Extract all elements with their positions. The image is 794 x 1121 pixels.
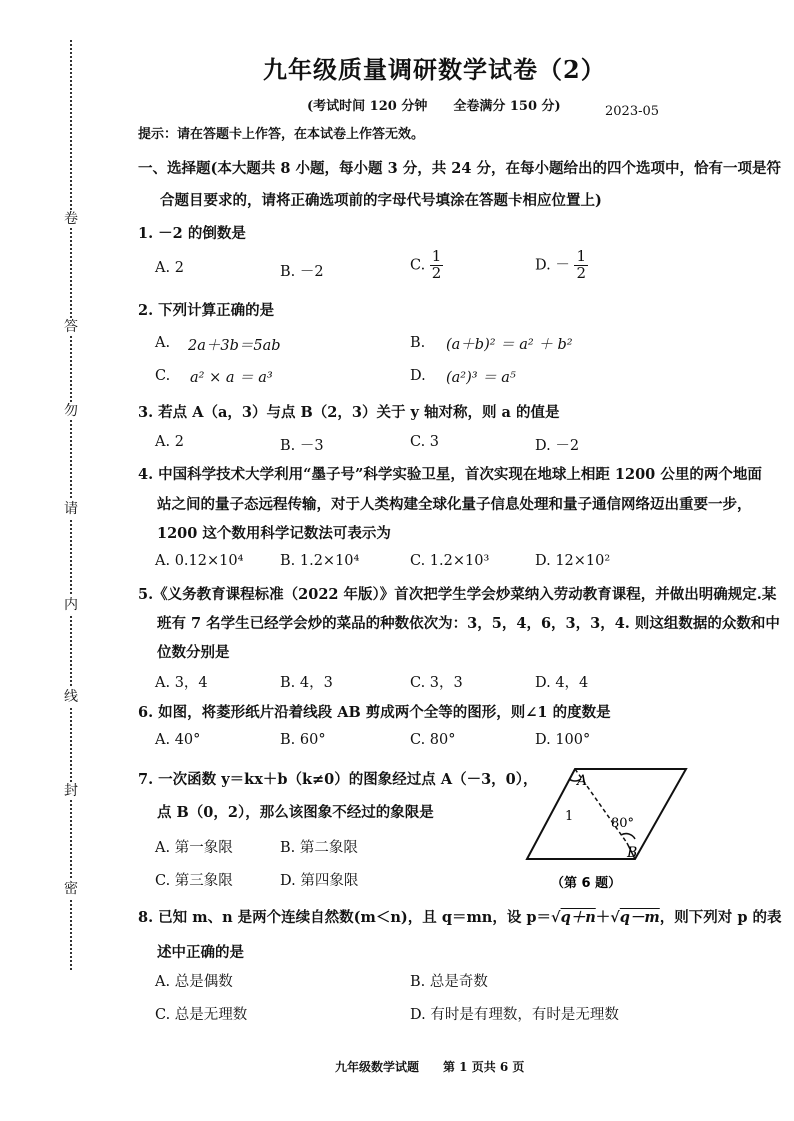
binding-margin-char: 答 (64, 319, 78, 335)
q1-option-b: B. －2 (280, 264, 324, 280)
binding-margin-char: 封 (64, 783, 78, 799)
q1-option-d-label: D. － (535, 257, 570, 274)
q3-option-a: A. 2 (155, 434, 184, 450)
q8-sqrt1: q＋n (560, 909, 596, 926)
q8-option-d: D. 有时是有理数，有时是无理数 (410, 1007, 619, 1023)
label-angle-1: 1 (565, 809, 574, 824)
q6-stem: 6. 如图，将菱形纸片沿着线段 AB 剪成两个全等的图形，则∠1 的度数是 (138, 704, 611, 721)
fraction-denominator: 2 (431, 263, 442, 282)
binding-margin-char: 密 (64, 881, 78, 897)
q4-option-a: A. 0.12×10⁴ (155, 553, 244, 569)
q2-option-b-label: B. (410, 335, 426, 351)
page-title: 九年级质量调研数学试卷（2） (263, 55, 606, 84)
label-a: A (577, 773, 588, 789)
q5-option-a: A. 3，4 (155, 675, 208, 691)
q2-option-a-expr: 2a＋3b＝5ab (188, 338, 281, 354)
q1-option-c-label: C. (410, 257, 426, 274)
q2-option-c-label: C. (155, 368, 171, 384)
q5-line3: 位数分别是 (157, 644, 230, 661)
sqrt-symbol: √ (610, 909, 620, 926)
q7-option-c: C. 第三象限 (155, 873, 233, 889)
q6-option-b: B. 60° (280, 732, 326, 748)
page-footer: 九年级数学试题 第 1 页共 6 页 (335, 1060, 525, 1074)
binding-margin-char: 请 (64, 501, 78, 517)
figure-6-rhombus (525, 765, 695, 895)
binding-margin-char: 内 (64, 597, 78, 613)
q6-option-c: C. 80° (410, 732, 456, 748)
q3-option-c: C. 3 (410, 434, 440, 450)
section-heading-line2: 合题目要求的，请将正确选项前的字母代号填涂在答题卡相应位置上) (160, 192, 602, 209)
q8-line2: 述中正确的是 (157, 944, 244, 961)
q2-option-c-expr: a² × a ＝ a³ (190, 370, 273, 386)
q3-option-d: D. －2 (535, 438, 580, 454)
fraction-numerator: 1 (576, 247, 586, 265)
q6-option-a: A. 40° (155, 732, 201, 748)
q8-sqrt2: q－m (619, 909, 660, 926)
q8-line1-pre: 8. 已知 m、n 是两个连续自然数(m＜n)，且 q＝mn，设 p＝ (138, 909, 552, 926)
q6-option-d: D. 100° (535, 732, 591, 748)
q4-option-c: C. 1.2×10³ (410, 553, 490, 569)
q1-option-c (410, 249, 443, 282)
q7-option-a: A. 第一象限 (155, 840, 233, 856)
binding-margin-char: 卷 (64, 211, 78, 227)
q7-option-d: D. 第四象限 (280, 873, 359, 889)
q7-line1: 7. 一次函数 y＝kx＋b（k≠0）的图象经过点 A（－3，0）， (138, 771, 538, 788)
q8-line1 (138, 906, 782, 927)
q4-line2: 站之间的量子态远程传输，对于人类构建全球化量子信息处理和量子通信网络迈出重要一步， (157, 496, 752, 513)
q2-option-b-expr: (a＋b)² ＝ a² ＋ b² (446, 337, 573, 353)
q3-stem: 3. 若点 A（a，3）与点 B（2，3）关于 y 轴对称，则 a 的值是 (138, 404, 560, 421)
q8-option-b: B. 总是奇数 (410, 974, 488, 990)
q1-option-d-fraction (574, 249, 588, 282)
exam-date: 2023-05 (605, 104, 660, 119)
q2-option-d-expr: (a²)³ ＝ a⁵ (446, 370, 516, 386)
q8-plus: ＋ (595, 909, 611, 926)
binding-margin-char: 勿 (64, 403, 78, 419)
q3-option-b: B. －3 (280, 438, 324, 454)
q7-option-b: B. 第二象限 (280, 840, 358, 856)
binding-margin-char: 线 (64, 689, 78, 705)
q1-stem: 1. －2 的倒数是 (138, 225, 246, 242)
q4-line1: 4. 中国科学技术大学利用“墨子号”科学实验卫星，首次实现在地球上相距 1200 公里的两个地面 (138, 466, 762, 483)
q1-option-a: A. 2 (155, 260, 184, 276)
q4-line3: 1200 这个数用科学记数法可表示为 (157, 525, 391, 542)
q1-option-c-fraction (430, 249, 444, 282)
section-heading-line1: 一、选择题(本大题共 8 小题，每小题 3 分，共 24 分，在每小题给出的四个选项中，恰有一项是符 (138, 160, 782, 177)
q5-option-d: D. 4，4 (535, 675, 589, 691)
q8-option-a: A. 总是偶数 (155, 974, 233, 990)
sqrt-symbol: √ (551, 909, 561, 926)
q2-option-a-label: A. (155, 335, 171, 351)
exam-tip: 提示：请在答题卡上作答，在本试卷上作答无效。 (138, 127, 425, 142)
exam-info: (考试时间 120 分钟 全卷满分 150 分) (307, 99, 561, 114)
fraction-denominator: 2 (576, 263, 586, 282)
q4-option-d: D. 12×10² (535, 553, 611, 569)
q8-option-c: C. 总是无理数 (155, 1007, 248, 1023)
q5-line2: 班有 7 名学生已经学会炒的菜品的种数依次为：3，5，4，6，3，3，4. 则这组数据的众数和中 (157, 615, 780, 632)
q5-line1: 5.《义务教育课程标准（2022 年版）》首次把学生学会炒菜纳入劳动教育课程，并做出明确规定.某 (138, 586, 777, 603)
label-b: B (627, 845, 638, 861)
fraction-numerator: 1 (431, 247, 442, 265)
q5-option-c: C. 3，3 (410, 675, 463, 691)
q2-stem: 2. 下列计算正确的是 (138, 302, 275, 319)
q1-option-d (535, 249, 588, 282)
rhombus-outline (527, 769, 686, 859)
q5-option-b: B. 4，3 (280, 675, 333, 691)
figure-caption: （第 6 题） (551, 876, 622, 891)
q7-line2: 点 B（0，2），那么该图象不经过的象限是 (157, 804, 434, 821)
q8-line1-post: ，则下列对 p 的表 (659, 909, 782, 926)
label-80-degrees: 80° (611, 816, 635, 831)
q4-option-b: B. 1.2×10⁴ (280, 553, 360, 569)
q2-option-d-label: D. (410, 368, 426, 384)
